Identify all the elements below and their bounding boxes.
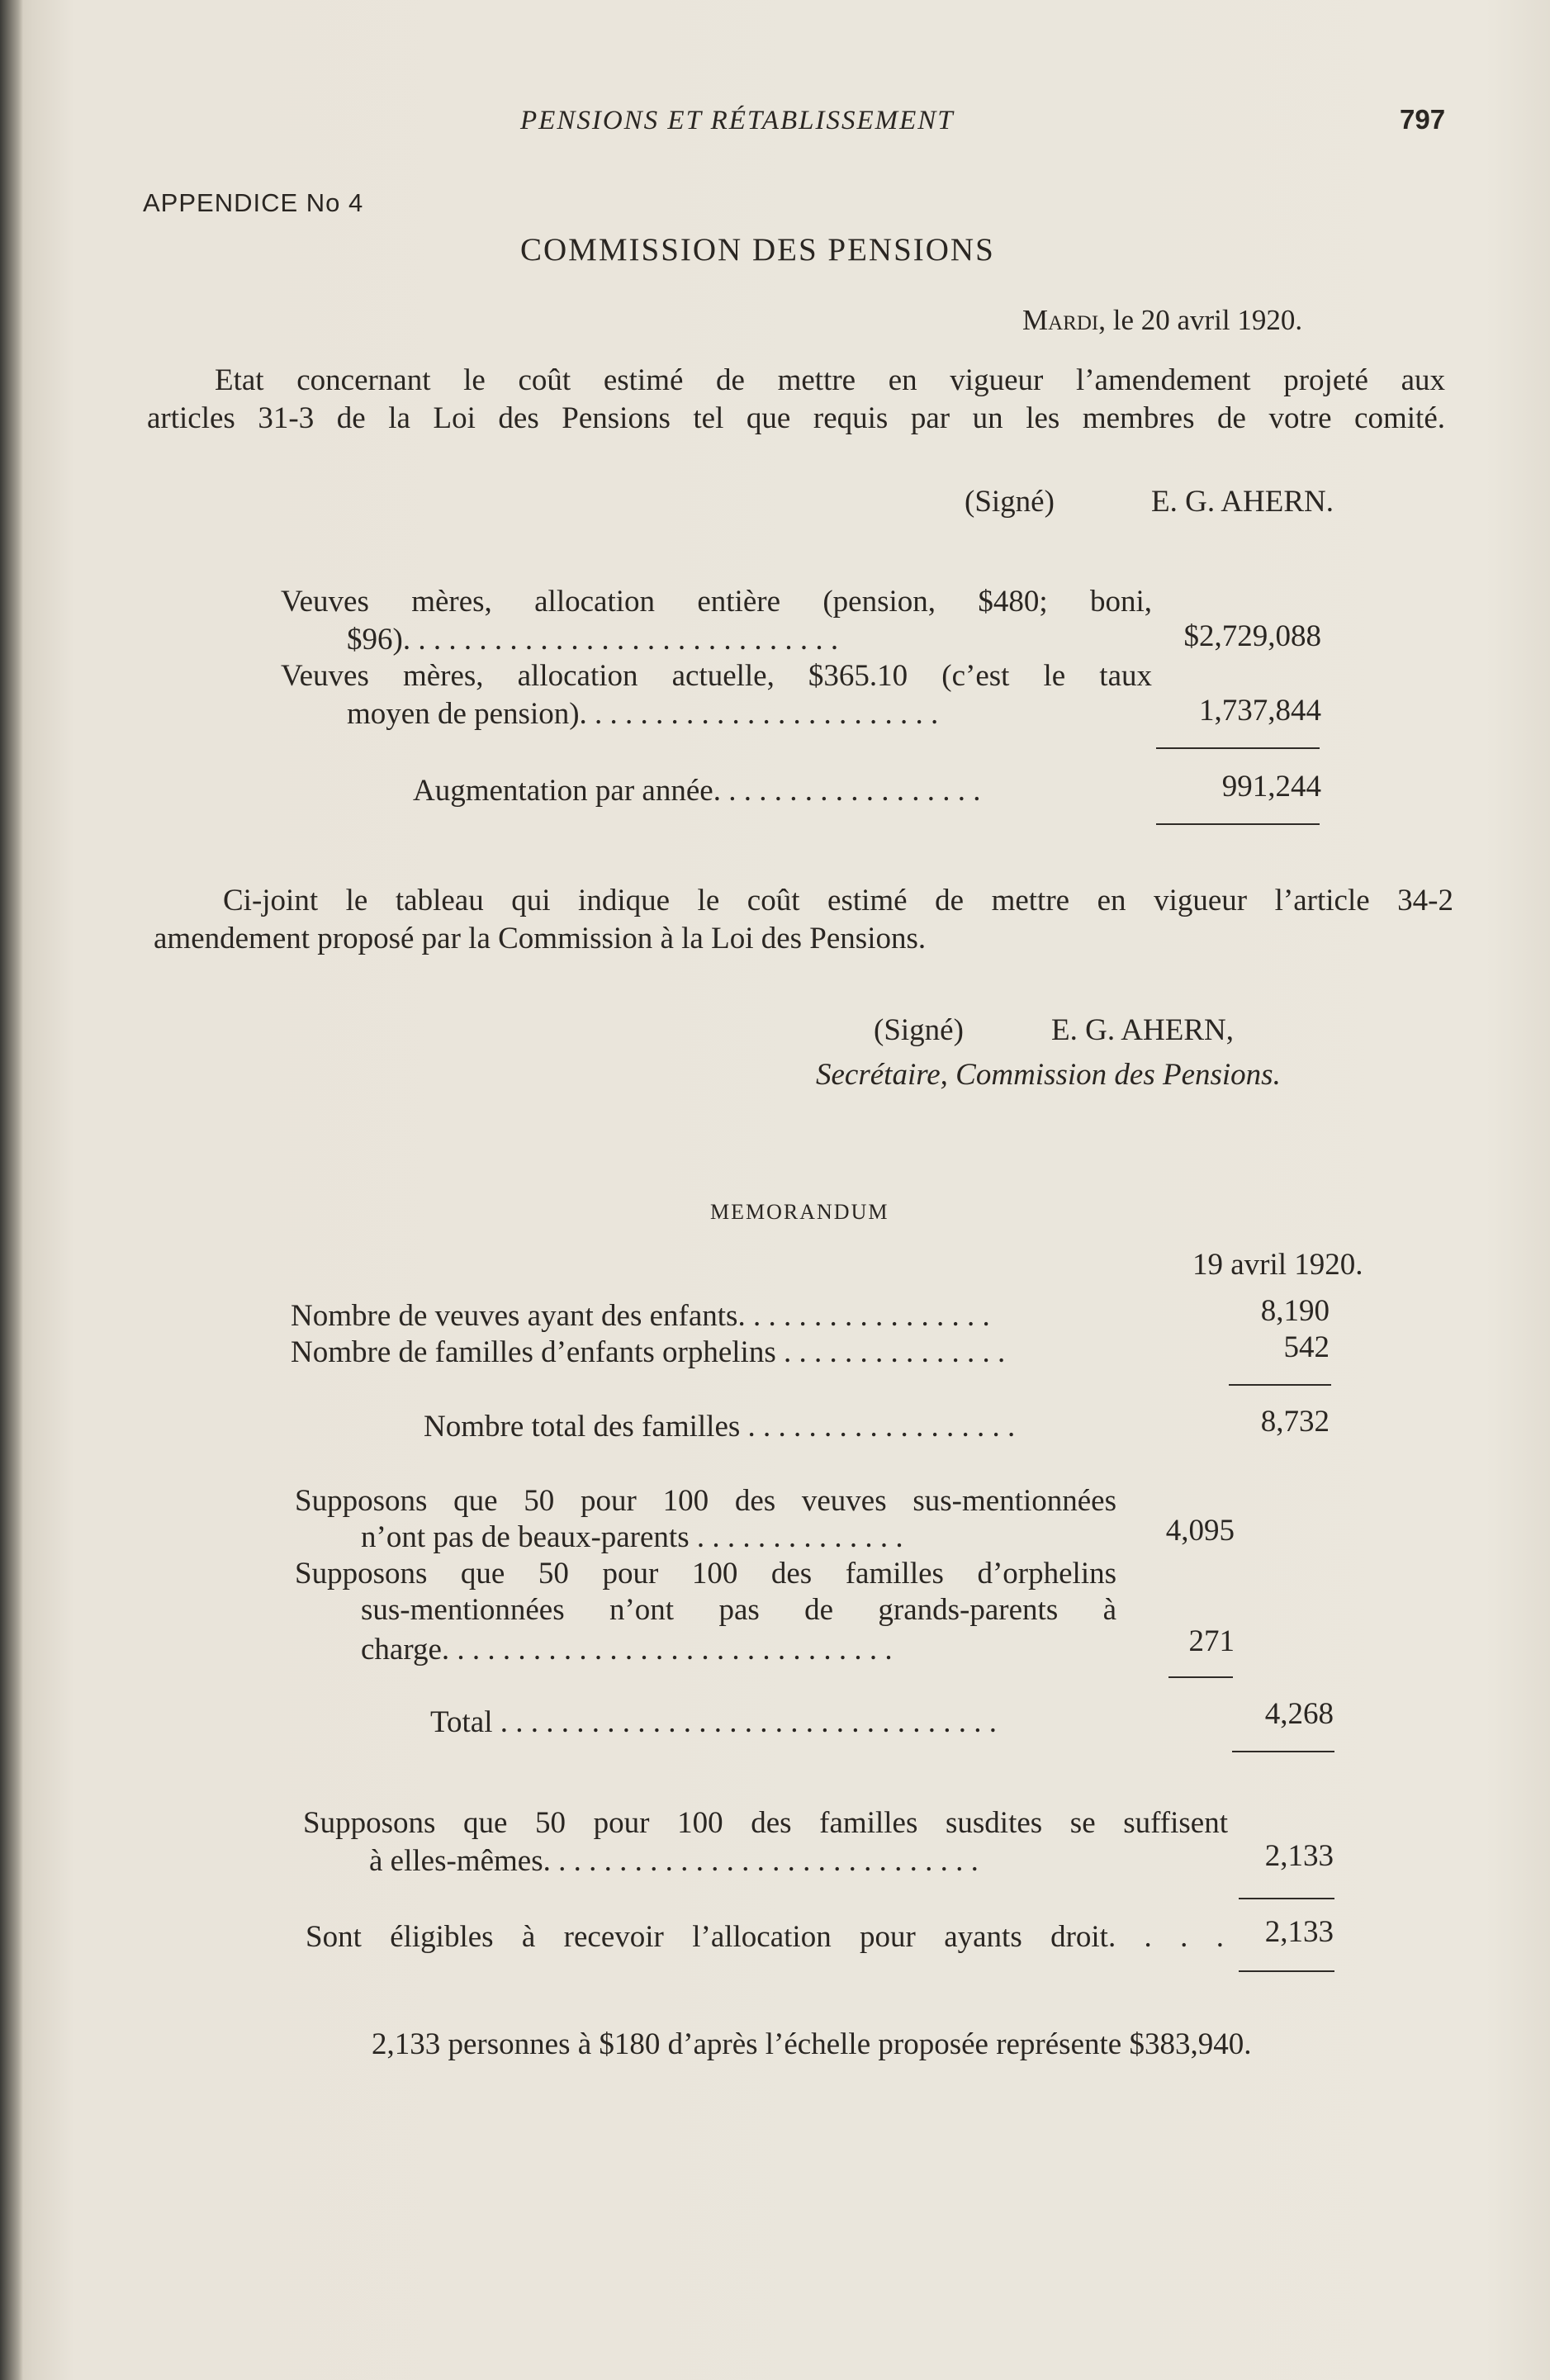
intro-line-2: articles 31-3 de la Loi des Pensions tel que requis par un les membres de votre comité. <box>147 401 1445 435</box>
self-sufficient-line-1: Supposons que 50 pour 100 des familles susdites se suffisent <box>303 1806 1228 1840</box>
suppose-orphans-line-3: charge. . . . . . . . . . . . . . . . . . . . . . . . . . . . . . <box>361 1633 893 1666</box>
signature-2-name: E. G. AHERN, <box>1051 1013 1234 1047</box>
row-2-value: 1,737,844 <box>1199 694 1321 728</box>
orphans-value: 542 <box>1283 1330 1330 1364</box>
rule-eligible <box>1239 1970 1334 1972</box>
row-1-line-1: Veuves mères, allocation entière (pension, $480; boni, <box>281 585 1152 619</box>
letter-date <box>1022 304 1302 337</box>
self-sufficient-value: 2,133 <box>1264 1839 1334 1873</box>
total-value: 4,268 <box>1264 1697 1334 1731</box>
row-2-line-2: moyen de pension). . . . . . . . . . . . . . . . . . . . . . . . <box>347 697 939 731</box>
rule-subtotal <box>1156 747 1320 749</box>
date-rest: le 20 avril 1920. <box>1105 304 1303 336</box>
total-label: Total . . . . . . . . . . . . . . . . . . . . . . . . . . . . . . . . . <box>430 1705 997 1739</box>
suppose-widows-line-1: Supposons que 50 pour 100 des veuves sus-mentionnées <box>295 1484 1116 1518</box>
running-head: PENSIONS ET RÉTABLISSEMENT <box>520 106 955 135</box>
total-families-label: Nombre total des familles . . . . . . . . . . . . . . . . . . <box>424 1410 1016 1444</box>
rule-self-sufficient <box>1239 1898 1334 1899</box>
suppose-widows-value: 4,095 <box>1165 1514 1235 1548</box>
rule-total <box>1232 1751 1334 1752</box>
date-weekday: Mardi, <box>1022 304 1106 336</box>
note-line-1: Ci-joint le tableau qui indique le coût estimé de mettre en vigueur l’article 34-2 <box>223 884 1453 917</box>
row-2-line-1: Veuves mères, allocation actuelle, $365.10 (c’est le taux <box>281 659 1152 693</box>
row-1-line-2: $96). . . . . . . . . . . . . . . . . . . . . . . . . . . . . <box>347 623 839 657</box>
suppose-orphans-line-2: sus-mentionnées n’ont pas de grands-parents à <box>361 1593 1116 1627</box>
letter-title: COMMISSION DES PENSIONS <box>520 232 995 268</box>
memorandum-heading: MEMORANDUM <box>710 1200 889 1224</box>
orphans-label: Nombre de familles d’enfants orphelins . . . . . . . . . . . . . . . <box>291 1335 1006 1369</box>
conclusion-line: 2,133 personnes à $180 d’après l’échelle proposée représente $383,940. <box>372 2027 1252 2061</box>
widows-value: 8,190 <box>1260 1294 1330 1328</box>
signature-1-name: E. G. AHERN. <box>1151 485 1334 519</box>
signature-2-label: (Signé) <box>874 1013 964 1047</box>
eligible-value: 2,133 <box>1264 1915 1334 1949</box>
page-number: 797 <box>1400 104 1446 135</box>
eligible-label: Sont éligibles à recevoir l’allocation pour ayants droit. . . . <box>306 1920 1224 1954</box>
row-1-value: $2,729,088 <box>1183 619 1321 653</box>
signature-2-title: Secrétaire, Commission des Pensions. <box>816 1058 1281 1092</box>
increase-value: 991,244 <box>1221 770 1321 804</box>
note-line-2: amendement proposé par la Commission à la Loi des Pensions. <box>154 922 927 955</box>
total-families-value: 8,732 <box>1260 1405 1330 1439</box>
increase-label: Augmentation par année. . . . . . . . . . . . . . . . . . <box>413 774 981 808</box>
suppose-orphans-value: 271 <box>1188 1624 1235 1658</box>
rule-increase <box>1156 823 1320 825</box>
widows-label: Nombre de veuves ayant des enfants. . . . . . . . . . . . . . . . . <box>291 1299 990 1333</box>
book-binding-shadow <box>0 0 23 2380</box>
suppose-widows-line-2: n’ont pas de beaux-parents . . . . . . . . . . . . . . <box>361 1520 903 1554</box>
rule-families <box>1229 1384 1331 1386</box>
signature-1-label: (Signé) <box>965 485 1055 519</box>
rule-supposes <box>1168 1676 1233 1678</box>
appendix-label: APPENDICE No 4 <box>143 188 364 217</box>
suppose-orphans-line-1: Supposons que 50 pour 100 des familles d’orphelins <box>295 1557 1116 1591</box>
memorandum-date: 19 avril 1920. <box>1192 1248 1363 1282</box>
self-sufficient-line-2: à elles-mêmes. . . . . . . . . . . . . . . . . . . . . . . . . . . . . <box>369 1844 979 1878</box>
intro-line-1: Etat concernant le coût estimé de mettre en vigueur l’amendement projeté aux <box>215 363 1445 397</box>
